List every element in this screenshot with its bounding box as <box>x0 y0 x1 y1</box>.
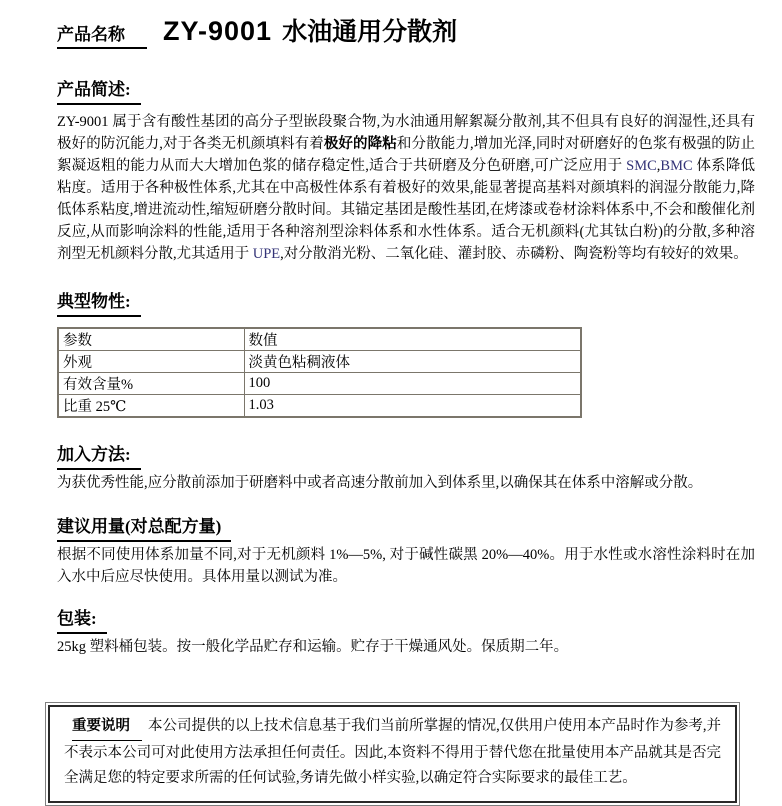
text-segment: ,对分散消光粉、二氧化硅、灌封胶、赤磷粉、陶瓷粉等均有较好的效果。 <box>280 246 748 262</box>
important-note-label: 重要说明 <box>72 714 142 741</box>
table-cell-value: 1.03 <box>244 395 581 418</box>
text-segment: 体系降低粘度。适用于各种极性体系,尤其在中高极性体系有着极好的效果,能显著提高基料对颜填料的润湿分散能力,降低体系粘度,增进流动性,缩短研磨分散时间。其锚定基团是酸性基团,在烤漆或卷材涂料体系中,不会和酸催化剂反应,从而影响涂料的性能,适用于各种溶剂型涂料体系和水性体系。适合无机颜料(尤其钛白粉)的分散,多种溶剂型无机颜料分散,尤其适用于 <box>57 158 756 262</box>
table-row <box>58 373 581 395</box>
recommended-dosage-paragraph: 根据不同使用体系加量不同,对于无机颜料 1%—5%, 对于碱性碳黑 20%—40%。用于水性或水溶性涂料时在加入水中后应尽快使用。具体用量以测试为准。 <box>57 547 755 585</box>
packaging-paragraph: 25kg 塑料桶包装。按一般化学品贮存和运输。贮存于干燥通风处。保质期二年。 <box>57 639 569 655</box>
text-segment: , <box>656 158 661 174</box>
table-cell-param: 比重 25℃ <box>58 395 244 418</box>
typical-properties-heading: 典型物性: <box>57 291 141 317</box>
text-segment: ZY-9001 属于含有酸性基团的高分子型嵌段聚合物,为水油通用解絮凝分散剂,其不但具有良好的润湿性,还具有极好的防沉能力,对于各类无机颜填料有着 <box>57 114 755 152</box>
overview-heading: 产品简述: <box>57 79 141 105</box>
addition-method-heading: 加入方法: <box>57 444 141 470</box>
overview-paragraph <box>57 111 755 265</box>
table-cell-value: 淡黄色粘稠液体 <box>244 351 581 373</box>
table-row <box>58 328 581 351</box>
important-note-inner <box>48 705 737 803</box>
text-segment: 和分散能力,增加光泽,同时对研磨好的色浆有极强的防止絮凝返粗的能力从而大大增加色浆的储存稳定性,适合于共研磨及分色研磨,可广泛应用于 <box>57 136 756 174</box>
packaging-heading: 包装: <box>57 608 107 634</box>
section-overview <box>57 79 755 265</box>
section-recommended-dosage <box>57 516 755 588</box>
section-packaging <box>57 608 755 658</box>
table-cell-param: 参数 <box>58 328 244 351</box>
table-cell-value: 100 <box>244 373 581 395</box>
page-title <box>57 12 755 49</box>
text-segment: UPE <box>252 246 281 262</box>
important-note-box <box>45 702 740 806</box>
table-row <box>58 351 581 373</box>
text-segment: SMC <box>626 158 657 174</box>
important-note-text <box>64 714 721 791</box>
table-cell-value: 数值 <box>244 328 581 351</box>
text-segment: 极好的降粘 <box>323 136 397 152</box>
product-name-label: 产品名称 <box>57 20 147 49</box>
important-note-body: 本公司提供的以上技术信息基于我们当前所掌握的情况,仅供用户使用本产品时作为参考,并不表示本公司可对此使用方法承担任何责任。因此,本资料不得用于替代您在批量使用本产品就其是否完全满足您的特定要求所需的任何试验,务请先做小样实验,以确定符合实际要求的最佳工艺。 <box>64 718 721 786</box>
recommended-dosage-heading: 建议用量(对总配方量) <box>57 516 231 542</box>
property-table <box>57 327 582 418</box>
table-cell-param: 有效含量% <box>58 373 244 395</box>
table-cell-param: 外观 <box>58 351 244 373</box>
addition-method-paragraph: 为获优秀性能,应分散前添加于研磨料中或者高速分散前加入到体系里,以确保其在体系中溶解或分散。 <box>57 475 703 491</box>
product-title-text: 水油通用分散剂 <box>282 19 458 46</box>
section-addition-method <box>57 444 755 494</box>
section-typical-properties <box>57 291 755 418</box>
table-row <box>58 395 581 418</box>
text-segment: BMC <box>660 158 693 174</box>
product-code: ZY-9001 <box>163 16 273 46</box>
